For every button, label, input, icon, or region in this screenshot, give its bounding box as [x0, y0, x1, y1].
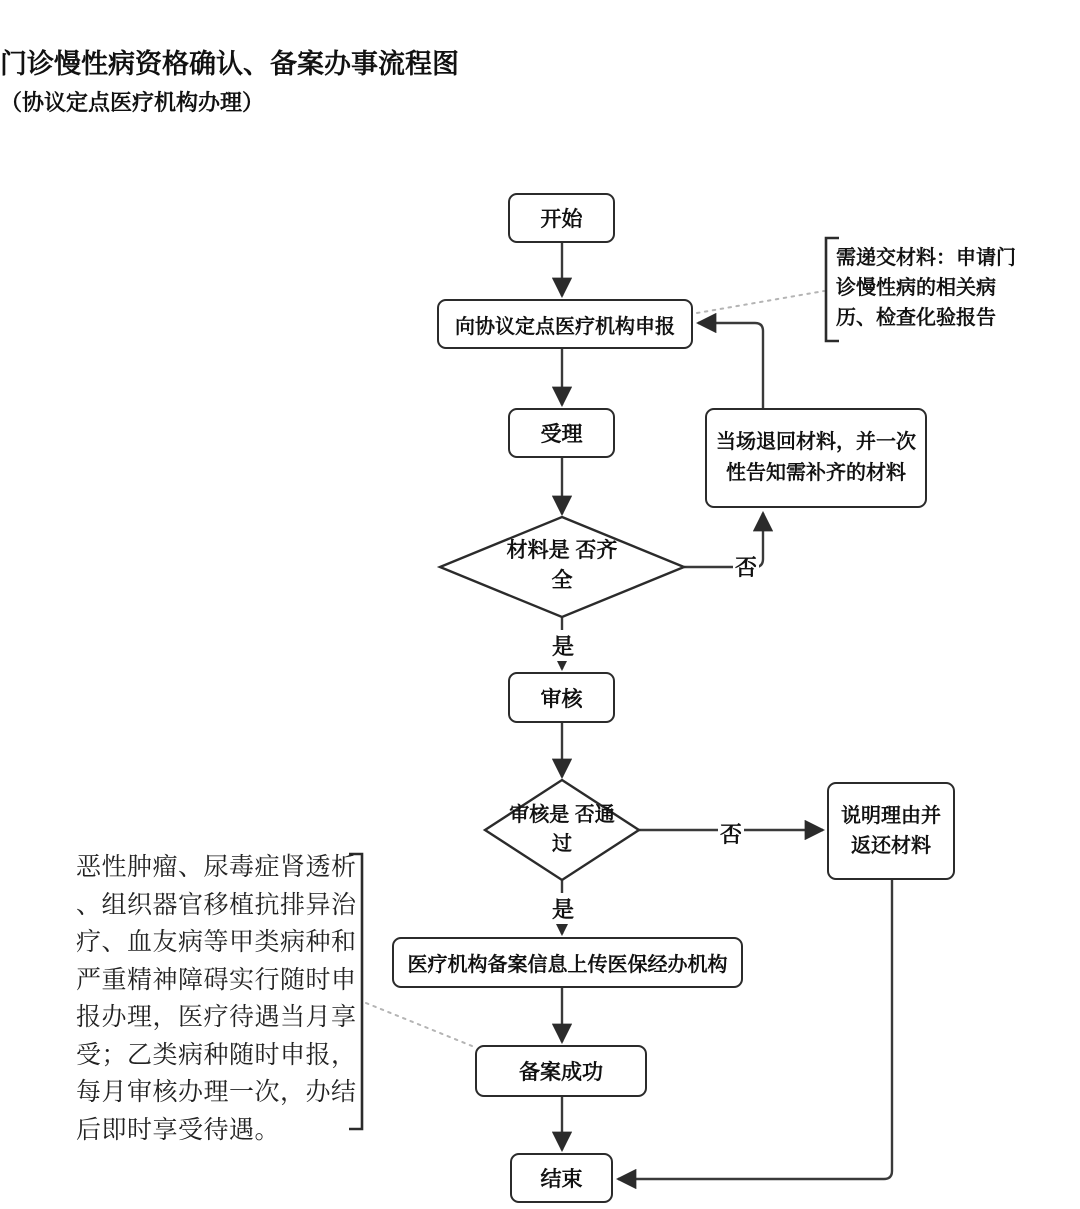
- node-explain-return-line2: 返还材料: [851, 835, 931, 857]
- note-disease-line: 每月审核办理一次，办结: [76, 1078, 357, 1106]
- node-explain-return: [827, 782, 955, 880]
- decision-materials-line2: 否齐全: [551, 539, 618, 592]
- arrow-explain-to-end: [618, 880, 892, 1179]
- node-end: [510, 1153, 613, 1203]
- node-apply: [437, 299, 693, 349]
- arrow-return-to-apply: [698, 323, 763, 408]
- dotted-leader-left-note: [366, 1003, 472, 1046]
- note-disease-line: 报办理，医疗待遇当月享: [76, 1003, 357, 1031]
- node-accept-label: 受理: [540, 423, 583, 446]
- label-no-review: 否: [718, 818, 744, 849]
- page-subtitle: （协议定点医疗机构办理）: [0, 90, 265, 115]
- node-upload-info: [392, 937, 743, 988]
- decision-review-text: [502, 801, 622, 859]
- decision-materials-text: [502, 536, 622, 596]
- label-yes-review: 是: [550, 893, 576, 924]
- note-disease-line: 受；乙类病种随时申报，: [76, 1040, 357, 1069]
- note-disease-line: 严重精神障碍实行随时申: [76, 965, 357, 994]
- node-return-materials-line2: 性告知需补齐的材料: [726, 462, 906, 484]
- node-return-materials-line1: 当场退回材料，并一次: [716, 431, 916, 453]
- node-end-label: 结束: [540, 1168, 583, 1191]
- node-filing-success-label: 备案成功: [519, 1061, 603, 1084]
- note-disease-line: 后即时享受待遇。: [76, 1115, 281, 1144]
- label-yes-materials: 是: [550, 630, 576, 661]
- decision-materials-line1: 材料是: [506, 539, 570, 562]
- note-disease-categories: [76, 849, 368, 1149]
- node-start-label: 开始: [540, 208, 583, 231]
- note-required-materials: [836, 243, 1026, 333]
- node-explain-return-line1: 说明理由并: [841, 805, 941, 827]
- label-no-materials: 否: [733, 551, 759, 582]
- node-start: [508, 193, 615, 243]
- note-required-materials-line1: 需递交材料：申请门: [836, 247, 1016, 269]
- dotted-leader-submit-note: [697, 291, 824, 313]
- note-disease-line: 疗、血友病等甲类病种和: [76, 928, 357, 956]
- note-disease-line: 、组织器官移植抗排异治: [76, 890, 357, 919]
- note-required-materials-line3: 历、检查化验报告: [836, 307, 996, 329]
- page-title: 门诊慢性病资格确认、备案办事流程图: [0, 49, 459, 79]
- node-accept: [508, 408, 615, 458]
- node-review: [508, 672, 615, 723]
- note-required-materials-line2: 诊慢性病的相关病: [836, 277, 996, 299]
- decision-review-line2: 否通过: [552, 804, 615, 855]
- node-filing-success: [475, 1045, 647, 1097]
- node-review-label: 审核: [540, 687, 583, 711]
- note-disease-line: 恶性肿瘤、尿毒症肾透析: [76, 853, 357, 881]
- node-apply-label: 向协议定点医疗机构申报: [455, 315, 675, 338]
- node-upload-info-label: 医疗机构备案信息上传医保经办机构: [407, 954, 728, 976]
- node-return-materials: [705, 408, 927, 508]
- decision-review-line1: 审核是: [509, 804, 570, 826]
